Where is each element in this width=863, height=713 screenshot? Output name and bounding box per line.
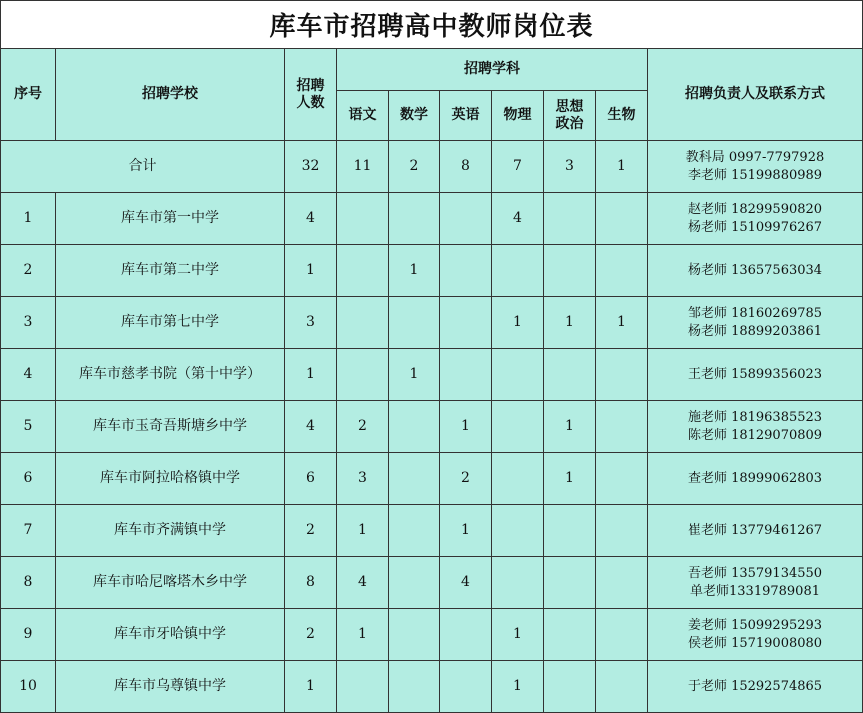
row-subject-count (440, 193, 492, 245)
total-subject-count: 11 (337, 141, 389, 193)
row-subject-count: 1 (492, 609, 544, 661)
row-school: 库车市乌尊镇中学 (56, 661, 285, 713)
row-subject-count (337, 245, 389, 297)
total-subject-count: 3 (544, 141, 596, 193)
row-subject-count (596, 557, 648, 609)
header-subject (596, 91, 648, 141)
row-subject-count: 1 (492, 661, 544, 713)
row-school: 库车市牙哈镇中学 (56, 609, 285, 661)
header-row-top (1, 49, 863, 91)
header-subject-label: 政治 (555, 115, 584, 132)
row-subject-count (544, 193, 596, 245)
row-subject-count: 2 (440, 453, 492, 505)
header-index: 序号 (1, 49, 56, 141)
row-count: 2 (285, 505, 337, 557)
row-subject-count (544, 505, 596, 557)
row-contact (648, 349, 863, 401)
row-count: 1 (285, 245, 337, 297)
contact-line: 崔老师 13779461267 (687, 522, 823, 538)
header-contact: 招聘负责人及联系方式 (648, 49, 863, 141)
row-subject-count (544, 609, 596, 661)
row-subject-count: 1 (440, 505, 492, 557)
row-count: 1 (285, 661, 337, 713)
row-subject-count (492, 245, 544, 297)
header-subject-label: 生物 (607, 107, 636, 123)
header-subject-label: 思想 (555, 98, 584, 115)
row-school: 库车市哈尼喀塔木乡中学 (56, 557, 285, 609)
table-row (1, 609, 863, 661)
header-subjects: 招聘学科 (337, 49, 648, 91)
header-subject-label: 英语 (451, 107, 480, 123)
row-subject-count: 1 (389, 349, 440, 401)
row-index: 10 (1, 661, 56, 713)
table-body (1, 141, 863, 713)
row-school: 库车市第七中学 (56, 297, 285, 349)
total-label: 合计 (1, 141, 285, 193)
header-count (285, 49, 337, 141)
table-row (1, 297, 863, 349)
row-subject-count (440, 297, 492, 349)
contact-line: 赵老师 18299590820 (687, 201, 823, 217)
row-subject-count (596, 349, 648, 401)
contact-line: 杨老师 15109976267 (687, 219, 823, 235)
row-subject-count (389, 401, 440, 453)
row-subject-count (389, 557, 440, 609)
row-subject-count (337, 349, 389, 401)
row-contact (648, 297, 863, 349)
row-subject-count (596, 401, 648, 453)
row-subject-count: 1 (596, 297, 648, 349)
row-subject-count (389, 193, 440, 245)
row-subject-count: 1 (492, 297, 544, 349)
row-subject-count: 1 (544, 401, 596, 453)
header-subject (544, 91, 596, 141)
table-row (1, 245, 863, 297)
row-subject-count: 1 (389, 245, 440, 297)
row-contact (648, 193, 863, 245)
table-row (1, 505, 863, 557)
total-contact (648, 141, 863, 193)
row-subject-count (389, 661, 440, 713)
header-subject-label: 物理 (503, 107, 532, 123)
contact-line: 侯老师 15719008080 (687, 635, 823, 651)
row-subject-count (544, 661, 596, 713)
row-subject-count: 2 (337, 401, 389, 453)
table-row (1, 349, 863, 401)
row-subject-count (389, 453, 440, 505)
contact-line: 王老师 15899356023 (687, 366, 823, 382)
contact-line: 陈老师 18129070809 (687, 427, 823, 443)
row-subject-count (492, 401, 544, 453)
row-subject-count: 1 (337, 609, 389, 661)
row-school: 库车市第一中学 (56, 193, 285, 245)
row-subject-count (389, 505, 440, 557)
contact-line: 单老师13319789081 (690, 583, 820, 599)
row-subject-count: 1 (337, 505, 389, 557)
table-row (1, 557, 863, 609)
header-count-line1: 招聘 (296, 77, 325, 94)
row-subject-count (337, 661, 389, 713)
row-count: 2 (285, 609, 337, 661)
header-school: 招聘学校 (56, 49, 285, 141)
row-subject-count (440, 609, 492, 661)
row-subject-count (544, 349, 596, 401)
row-contact (648, 245, 863, 297)
row-subject-count (596, 609, 648, 661)
row-subject-count: 1 (544, 453, 596, 505)
row-count: 1 (285, 349, 337, 401)
header-subject (389, 91, 440, 141)
header-subject (440, 91, 492, 141)
row-subject-count (440, 661, 492, 713)
row-contact (648, 609, 863, 661)
row-contact (648, 557, 863, 609)
total-count: 32 (285, 141, 337, 193)
header-count-line2: 人数 (296, 94, 325, 111)
row-subject-count: 1 (440, 401, 492, 453)
row-subject-count (596, 505, 648, 557)
row-subject-count (492, 557, 544, 609)
contact-line: 杨老师 18899203861 (687, 323, 823, 339)
total-subject-count: 2 (389, 141, 440, 193)
row-index: 6 (1, 453, 56, 505)
contact-line: 吾老师 13579134550 (687, 565, 823, 581)
row-subject-count (389, 297, 440, 349)
row-subject-count (596, 245, 648, 297)
row-school: 库车市玉奇吾斯塘乡中学 (56, 401, 285, 453)
contact-line: 查老师 18999062803 (687, 470, 823, 486)
row-subject-count: 4 (337, 557, 389, 609)
row-subject-count (337, 193, 389, 245)
row-school: 库车市阿拉哈格镇中学 (56, 453, 285, 505)
row-count: 8 (285, 557, 337, 609)
row-school: 库车市第二中学 (56, 245, 285, 297)
row-subject-count (492, 453, 544, 505)
contact-line: 教科局 0997-7797928 (685, 149, 825, 165)
row-index: 9 (1, 609, 56, 661)
row-subject-count (544, 557, 596, 609)
row-index: 1 (1, 193, 56, 245)
row-subject-count: 4 (440, 557, 492, 609)
row-subject-count (596, 453, 648, 505)
total-subject-count: 8 (440, 141, 492, 193)
header-subject (337, 91, 389, 141)
row-subject-count (492, 505, 544, 557)
row-subject-count (596, 661, 648, 713)
row-count: 3 (285, 297, 337, 349)
row-subject-count (440, 349, 492, 401)
row-school: 库车市慈孝书院（第十中学） (56, 349, 285, 401)
recruitment-table (0, 48, 863, 713)
row-index: 2 (1, 245, 56, 297)
row-subject-count (596, 193, 648, 245)
row-subject-count (492, 349, 544, 401)
table-row (1, 453, 863, 505)
row-contact (648, 661, 863, 713)
table-row (1, 661, 863, 713)
row-index: 4 (1, 349, 56, 401)
row-count: 4 (285, 193, 337, 245)
row-subject-count: 1 (544, 297, 596, 349)
table-row (1, 193, 863, 245)
row-school: 库车市齐满镇中学 (56, 505, 285, 557)
row-subject-count: 3 (337, 453, 389, 505)
row-subject-count (389, 609, 440, 661)
row-count: 4 (285, 401, 337, 453)
total-row (1, 141, 863, 193)
contact-line: 杨老师 13657563034 (687, 262, 823, 278)
row-subject-count (440, 245, 492, 297)
row-index: 7 (1, 505, 56, 557)
total-subject-count: 7 (492, 141, 544, 193)
row-contact (648, 505, 863, 557)
table-title: 库车市招聘高中教师岗位表 (0, 0, 863, 48)
row-subject-count (544, 245, 596, 297)
table-row (1, 401, 863, 453)
row-contact (648, 453, 863, 505)
row-index: 3 (1, 297, 56, 349)
contact-line: 姜老师 15099295293 (687, 617, 823, 633)
contact-line: 邹老师 18160269785 (687, 305, 823, 321)
header-subject-label: 数学 (400, 107, 428, 123)
contact-line: 于老师 15292574865 (687, 678, 823, 694)
row-count: 6 (285, 453, 337, 505)
row-subject-count (337, 297, 389, 349)
contact-line: 施老师 18196385523 (687, 409, 823, 425)
header-subject-label: 语文 (348, 107, 377, 123)
total-subject-count: 1 (596, 141, 648, 193)
contact-line: 李老师 15199880989 (687, 167, 823, 183)
row-contact (648, 401, 863, 453)
header-subject (492, 91, 544, 141)
row-index: 5 (1, 401, 56, 453)
row-subject-count: 4 (492, 193, 544, 245)
row-index: 8 (1, 557, 56, 609)
